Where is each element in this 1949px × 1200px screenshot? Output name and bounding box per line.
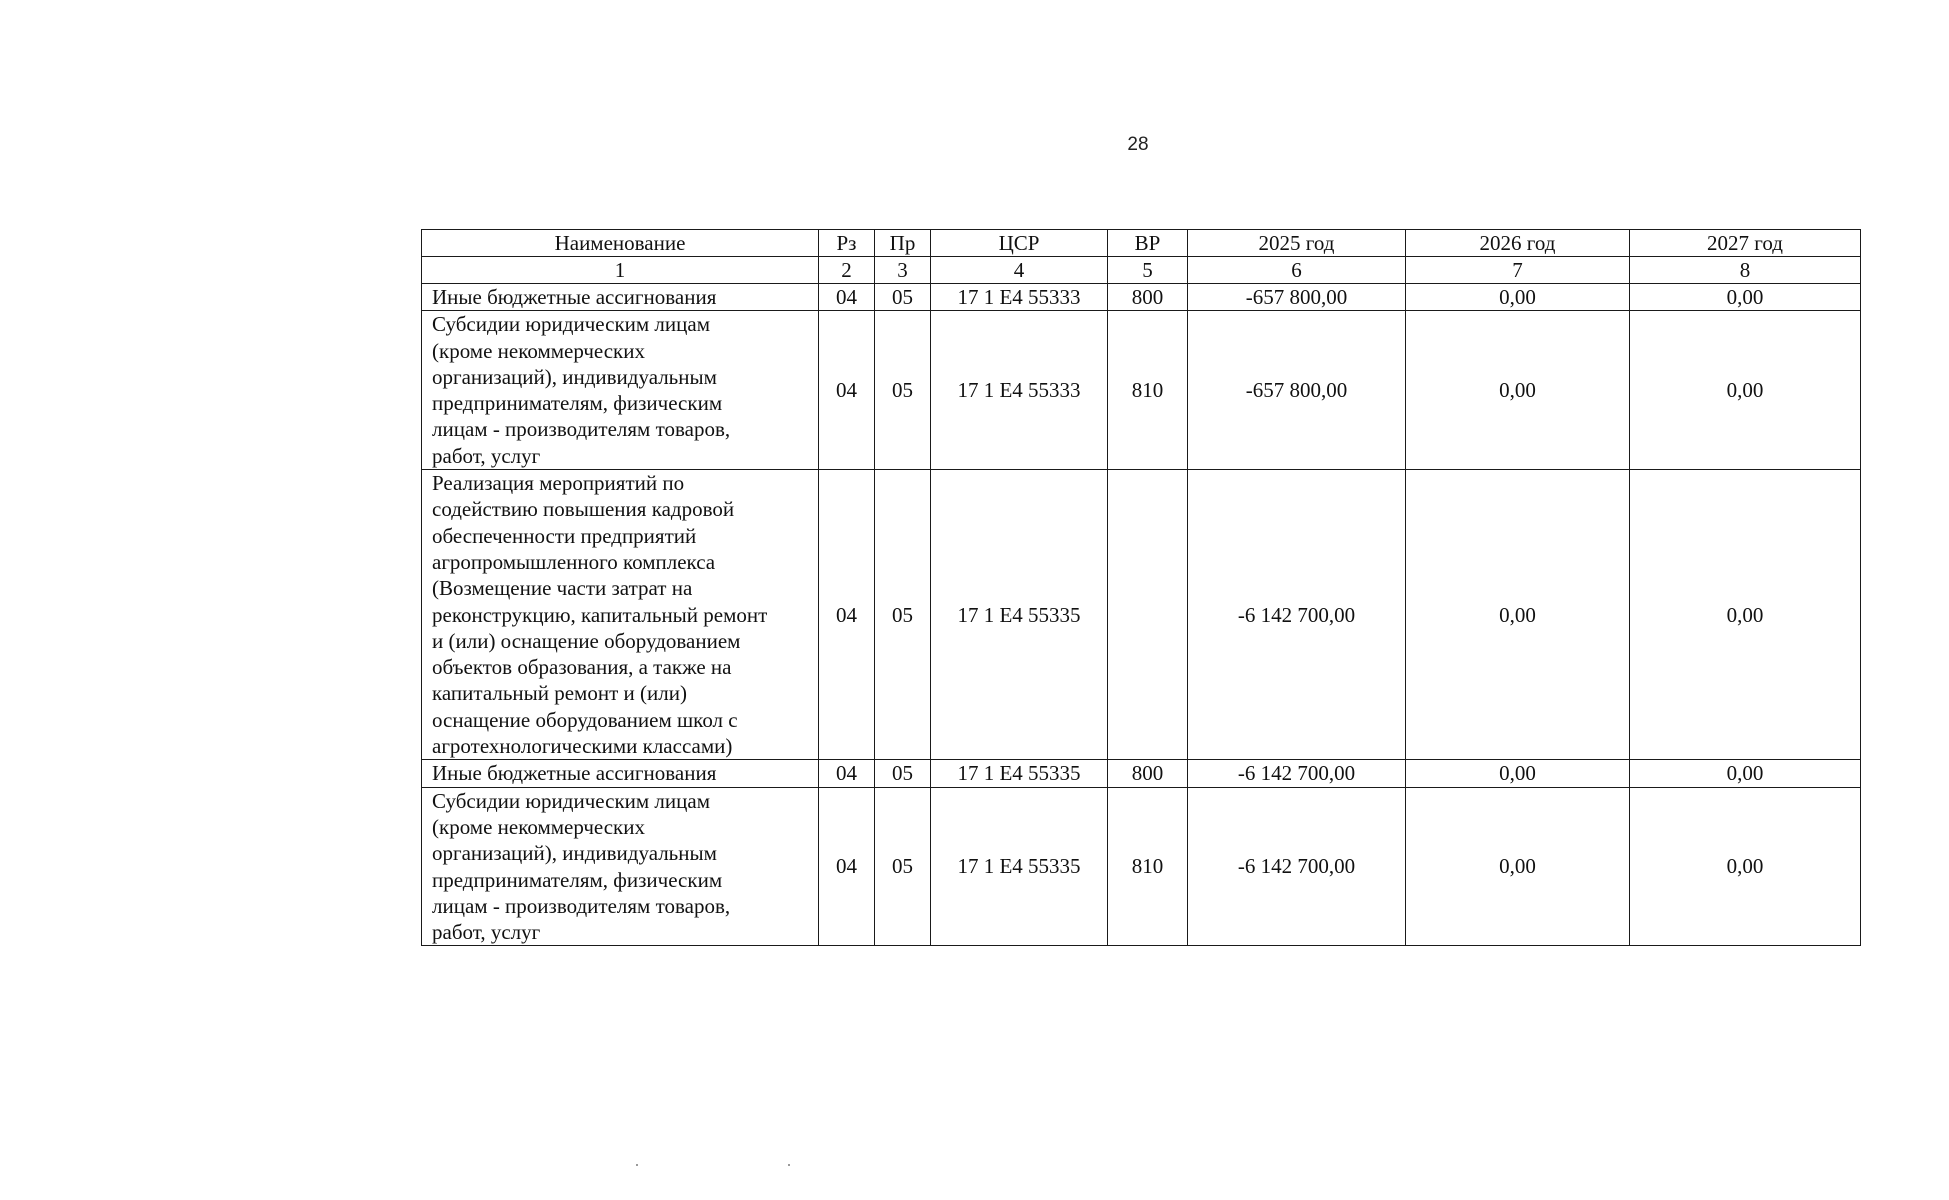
row-pr: 05 <box>875 284 931 311</box>
row-rz: 04 <box>819 470 875 760</box>
page-number: 28 <box>1127 134 1149 155</box>
row-vr: 810 <box>1108 311 1188 470</box>
column-number: 7 <box>1406 257 1630 284</box>
row-name: Субсидии юридическим лицам (кроме некоммерческих организаций), индивидуальным предпринимателям, физическим лицам - производителям товаров, работ, услуг <box>422 311 819 470</box>
header-2026: 2026 год <box>1406 230 1630 257</box>
row-2025: -6 142 700,00 <box>1188 787 1406 946</box>
row-pr: 05 <box>875 760 931 787</box>
row-name: Субсидии юридическим лицам (кроме некоммерческих организаций), индивидуальным предпринимателям, физическим лицам - производителям товаров, работ, услуг <box>422 787 819 946</box>
row-2026: 0,00 <box>1406 760 1630 787</box>
row-2027: 0,00 <box>1630 284 1861 311</box>
row-csr: 17 1 E4 55333 <box>931 311 1108 470</box>
row-vr: 810 <box>1108 787 1188 946</box>
row-2025: -657 800,00 <box>1188 311 1406 470</box>
header-2025: 2025 год <box>1188 230 1406 257</box>
table-row <box>422 470 1861 760</box>
row-2026: 0,00 <box>1406 787 1630 946</box>
row-rz: 04 <box>819 787 875 946</box>
row-2026: 0,00 <box>1406 470 1630 760</box>
row-csr: 17 1 E4 55333 <box>931 284 1108 311</box>
row-pr: 05 <box>875 470 931 760</box>
column-number: 6 <box>1188 257 1406 284</box>
row-rz: 04 <box>819 760 875 787</box>
scan-speck <box>788 1164 790 1166</box>
row-2026: 0,00 <box>1406 284 1630 311</box>
row-2027: 0,00 <box>1630 470 1861 760</box>
row-pr: 05 <box>875 311 931 470</box>
row-name: Реализация мероприятий по содействию повышения кадровой обеспеченности предприятий агропромышленного комплекса (Возмещение части затрат на реконструкцию, капитальный ремонт и (или) оснащение оборудованием объектов образования, а также на капитальный ремонт и (или) оснащение оборудованием школ с агротехнологическими классами) <box>422 470 819 760</box>
budget-table <box>421 229 1861 946</box>
row-csr: 17 1 E4 55335 <box>931 470 1108 760</box>
row-2025: -6 142 700,00 <box>1188 470 1406 760</box>
row-2027: 0,00 <box>1630 760 1861 787</box>
table-row <box>422 787 1861 946</box>
row-vr: 800 <box>1108 760 1188 787</box>
column-number: 2 <box>819 257 875 284</box>
row-name: Иные бюджетные ассигнования <box>422 284 819 311</box>
header-vr: ВР <box>1108 230 1188 257</box>
column-number: 8 <box>1630 257 1861 284</box>
row-csr: 17 1 E4 55335 <box>931 787 1108 946</box>
row-2027: 0,00 <box>1630 311 1861 470</box>
column-number: 5 <box>1108 257 1188 284</box>
header-2027: 2027 год <box>1630 230 1861 257</box>
row-2026: 0,00 <box>1406 311 1630 470</box>
row-vr: 800 <box>1108 284 1188 311</box>
row-pr: 05 <box>875 787 931 946</box>
row-2025: -6 142 700,00 <box>1188 760 1406 787</box>
row-vr <box>1108 470 1188 760</box>
column-number-row <box>422 257 1861 284</box>
table-row <box>422 311 1861 470</box>
scan-speck <box>636 1164 638 1166</box>
header-rz: Рз <box>819 230 875 257</box>
table-row <box>422 284 1861 311</box>
row-rz: 04 <box>819 284 875 311</box>
header-csr: ЦСР <box>931 230 1108 257</box>
header-pr: Пр <box>875 230 931 257</box>
row-csr: 17 1 E4 55335 <box>931 760 1108 787</box>
column-number: 1 <box>422 257 819 284</box>
header-name: Наименование <box>422 230 819 257</box>
header-row <box>422 230 1861 257</box>
row-rz: 04 <box>819 311 875 470</box>
table-row <box>422 760 1861 787</box>
row-2025: -657 800,00 <box>1188 284 1406 311</box>
column-number: 3 <box>875 257 931 284</box>
row-2027: 0,00 <box>1630 787 1861 946</box>
column-number: 4 <box>931 257 1108 284</box>
row-name: Иные бюджетные ассигнования <box>422 760 819 787</box>
